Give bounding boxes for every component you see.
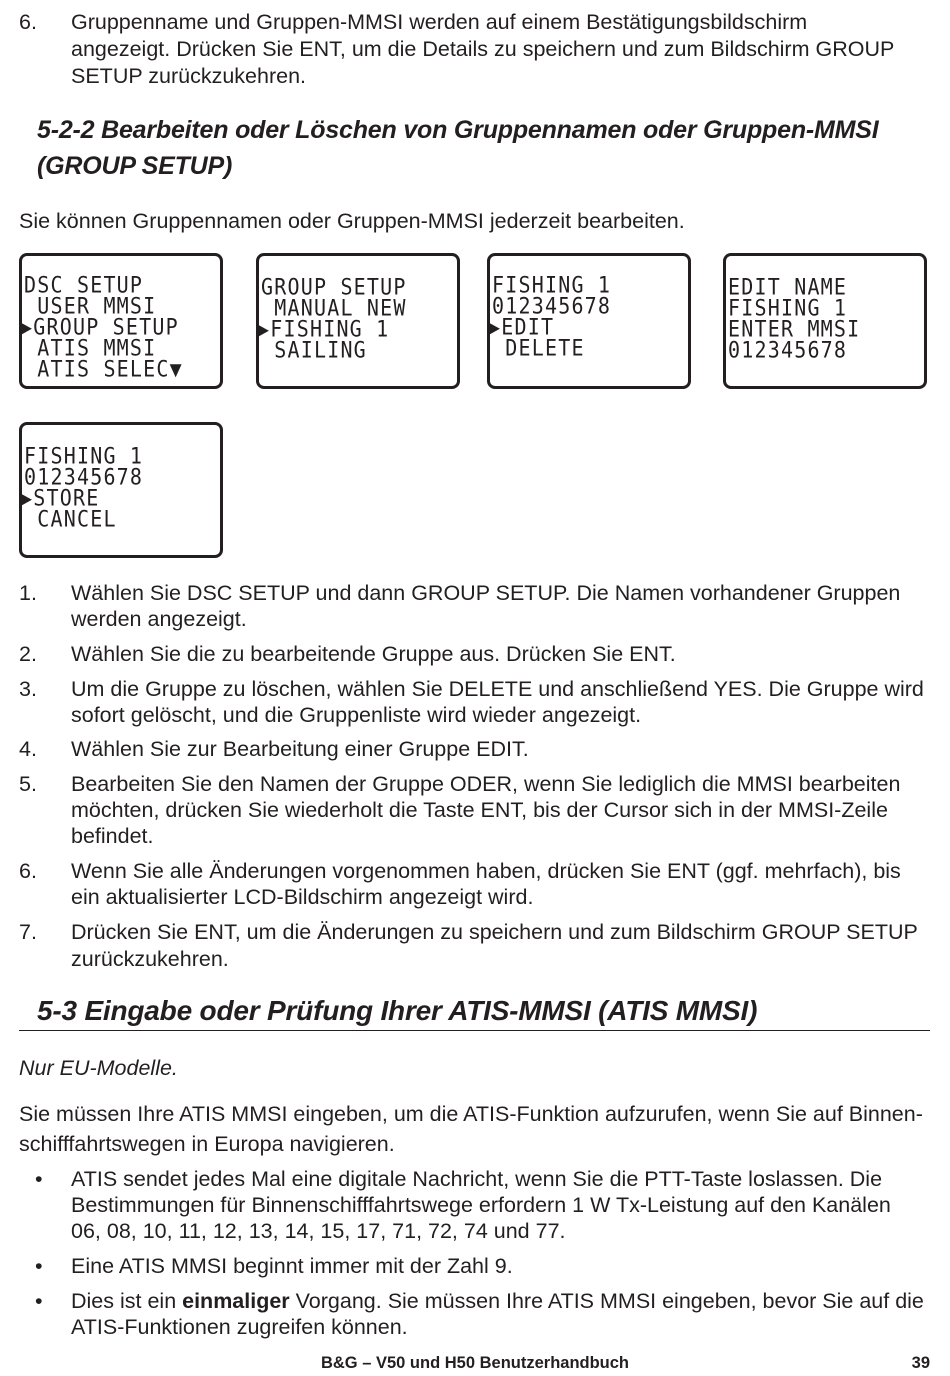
bullet-text-line: 06, 08, 10, 11, 12, 13, 14, 15, 17, 71, 72, 74 und 77. <box>71 1219 566 1243</box>
lcd-screen-dsc-setup <box>19 253 223 389</box>
lcd-line: CANCEL <box>24 505 117 533</box>
step-text-line: ein aktualisierter LCD-Bildschirm angezeigt wird. <box>71 885 534 909</box>
step-number: 6. <box>19 859 37 883</box>
step-number: 1. <box>19 581 37 605</box>
step-text-line: Wählen Sie die zu bearbeitende Gruppe aus. Drücken Sie ENT. <box>71 642 676 666</box>
lcd-line-selected: ▶STORE <box>20 484 100 512</box>
section-heading-53: 5-3 Eingabe oder Prüfung Ihrer ATIS-MMSI (ATIS MMSI) <box>37 995 758 1026</box>
bullet-text-line: Eine ATIS MMSI beginnt immer mit der Zahl 9. <box>71 1254 513 1278</box>
lcd-line: MANUAL NEW <box>261 294 407 322</box>
step-text-line: Drücken Sie ENT, um die Änderungen zu speichern und zum Bildschirm GROUP SETUP <box>71 920 918 944</box>
page-number: 39 <box>911 1354 930 1372</box>
lcd-line: ENTER MMSI <box>728 315 861 343</box>
lcd-screen-fishing-edit <box>487 253 691 389</box>
lcd-line: USER MMSI <box>24 292 157 320</box>
lcd-line: ATIS SELEC▼ <box>24 355 183 383</box>
step-text-line: Um die Gruppe zu löschen, wählen Sie DELETE und anschließend YES. Die Gruppe wird <box>71 677 924 701</box>
step-text-line: Wählen Sie zur Bearbeitung einer Gruppe EDIT. <box>71 737 529 761</box>
step-number: 7. <box>19 920 37 944</box>
lcd-line: 012345678 <box>24 463 144 491</box>
step-number: 4. <box>19 737 37 761</box>
section-intro: Sie können Gruppennamen oder Gruppen-MMSI jederzeit bearbeiten. <box>19 209 685 233</box>
step-text-line: zurückzukehren. <box>71 947 229 971</box>
step-text-line: angezeigt. Drücken Sie ENT, um die Details zu speichern und zum Bildschirm GROUP <box>71 37 895 61</box>
lcd-line-selected: ▶FISHING 1 <box>257 315 390 343</box>
step-text-line: Wählen Sie DSC SETUP und dann GROUP SETUP. Die Namen vorhandener Gruppen <box>71 581 901 605</box>
step-number: 5. <box>19 772 37 796</box>
lcd-line: FISHING 1 <box>492 271 612 299</box>
lcd-line: EDIT NAME <box>728 273 848 301</box>
step-number: 2. <box>19 642 37 666</box>
step-text-line: werden angezeigt. <box>71 607 247 631</box>
bullet-text-line <box>71 1288 929 1314</box>
step-text-line: sofort gelöscht, und die Gruppenliste wird wieder angezeigt. <box>71 703 642 727</box>
lcd-screen-fishing-store <box>19 422 223 558</box>
intro-line: Sie müssen Ihre ATIS MMSI eingeben, um die ATIS-Funktion aufzurufen, wenn Sie auf Binnen- <box>19 1102 923 1126</box>
section-heading-522: 5-2-2 Bearbeiten oder Löschen von Gruppennamen oder Gruppen-MMSI <box>37 116 879 144</box>
bullet-dot: • <box>35 1289 43 1313</box>
lcd-line: FISHING 1 <box>24 442 144 470</box>
lcd-line: SAILING <box>261 336 367 364</box>
bullet-dot: • <box>35 1254 43 1278</box>
lcd-line-selected: ▶EDIT <box>488 313 555 341</box>
bullet-text-line: ATIS-Funktionen zugreifen können. <box>71 1315 408 1339</box>
bullet-text-part: Dies ist ein <box>71 1289 183 1313</box>
lcd-line: FISHING 1 <box>728 294 848 322</box>
step-number: 6. <box>19 10 37 34</box>
lcd-line: ATIS MMSI <box>24 334 157 362</box>
bullet-text-line: Bestimmungen für Binnenschifffahrtswege erfordern 1 W Tx-Leistung auf den Kanälen <box>71 1193 891 1217</box>
step-text-line: befindet. <box>71 824 154 848</box>
intro-line: schifffahrtswegen in Europa navigieren. <box>19 1132 395 1156</box>
bullet-text-emphasis: einmaliger <box>182 1289 290 1313</box>
lcd-line: 012345678 <box>728 336 848 364</box>
lcd-line: DSC SETUP <box>24 271 144 299</box>
step-text-line: möchten, drücken Sie wiederholt die Taste ENT, bis der Cursor sich in der MMSI-Zeile <box>71 798 888 822</box>
footer-title: B&G – V50 und H50 Benutzerhandbuch <box>320 1354 630 1372</box>
eu-models-note: Nur EU-Modelle. <box>19 1056 178 1080</box>
step-text-line: Bearbeiten Sie den Namen der Gruppe ODER, wenn Sie lediglich die MMSI bearbeiten <box>71 772 901 796</box>
lcd-line: 012345678 <box>492 292 612 320</box>
lcd-line-selected: ▶GROUP SETUP <box>20 313 179 341</box>
step-text-line: SETUP zurückzukehren. <box>71 64 307 88</box>
lcd-screen-edit-name <box>723 253 927 389</box>
lcd-screen-group-setup <box>256 253 460 389</box>
step-text-line: Gruppenname und Gruppen-MMSI werden auf einem Bestätigungsbildschirm <box>71 10 808 34</box>
lcd-line: GROUP SETUP <box>261 273 407 301</box>
step-number: 3. <box>19 677 37 701</box>
lcd-line: DELETE <box>492 334 585 362</box>
step-text-line: Wenn Sie alle Änderungen vorgenommen haben, drücken Sie ENT (ggf. mehrfach), bis <box>71 859 901 883</box>
section-heading-522-line2: (GROUP SETUP) <box>37 152 233 180</box>
bullet-text-line: ATIS sendet jedes Mal eine digitale Nachricht, wenn Sie die PTT-Taste loslassen. Die <box>71 1167 883 1191</box>
heading-rule <box>19 1030 930 1031</box>
bullet-text-part: Vorgang. Sie müssen Ihre ATIS MMSI eingeben, bevor Sie auf die <box>289 1289 924 1313</box>
bullet-dot: • <box>35 1167 43 1191</box>
